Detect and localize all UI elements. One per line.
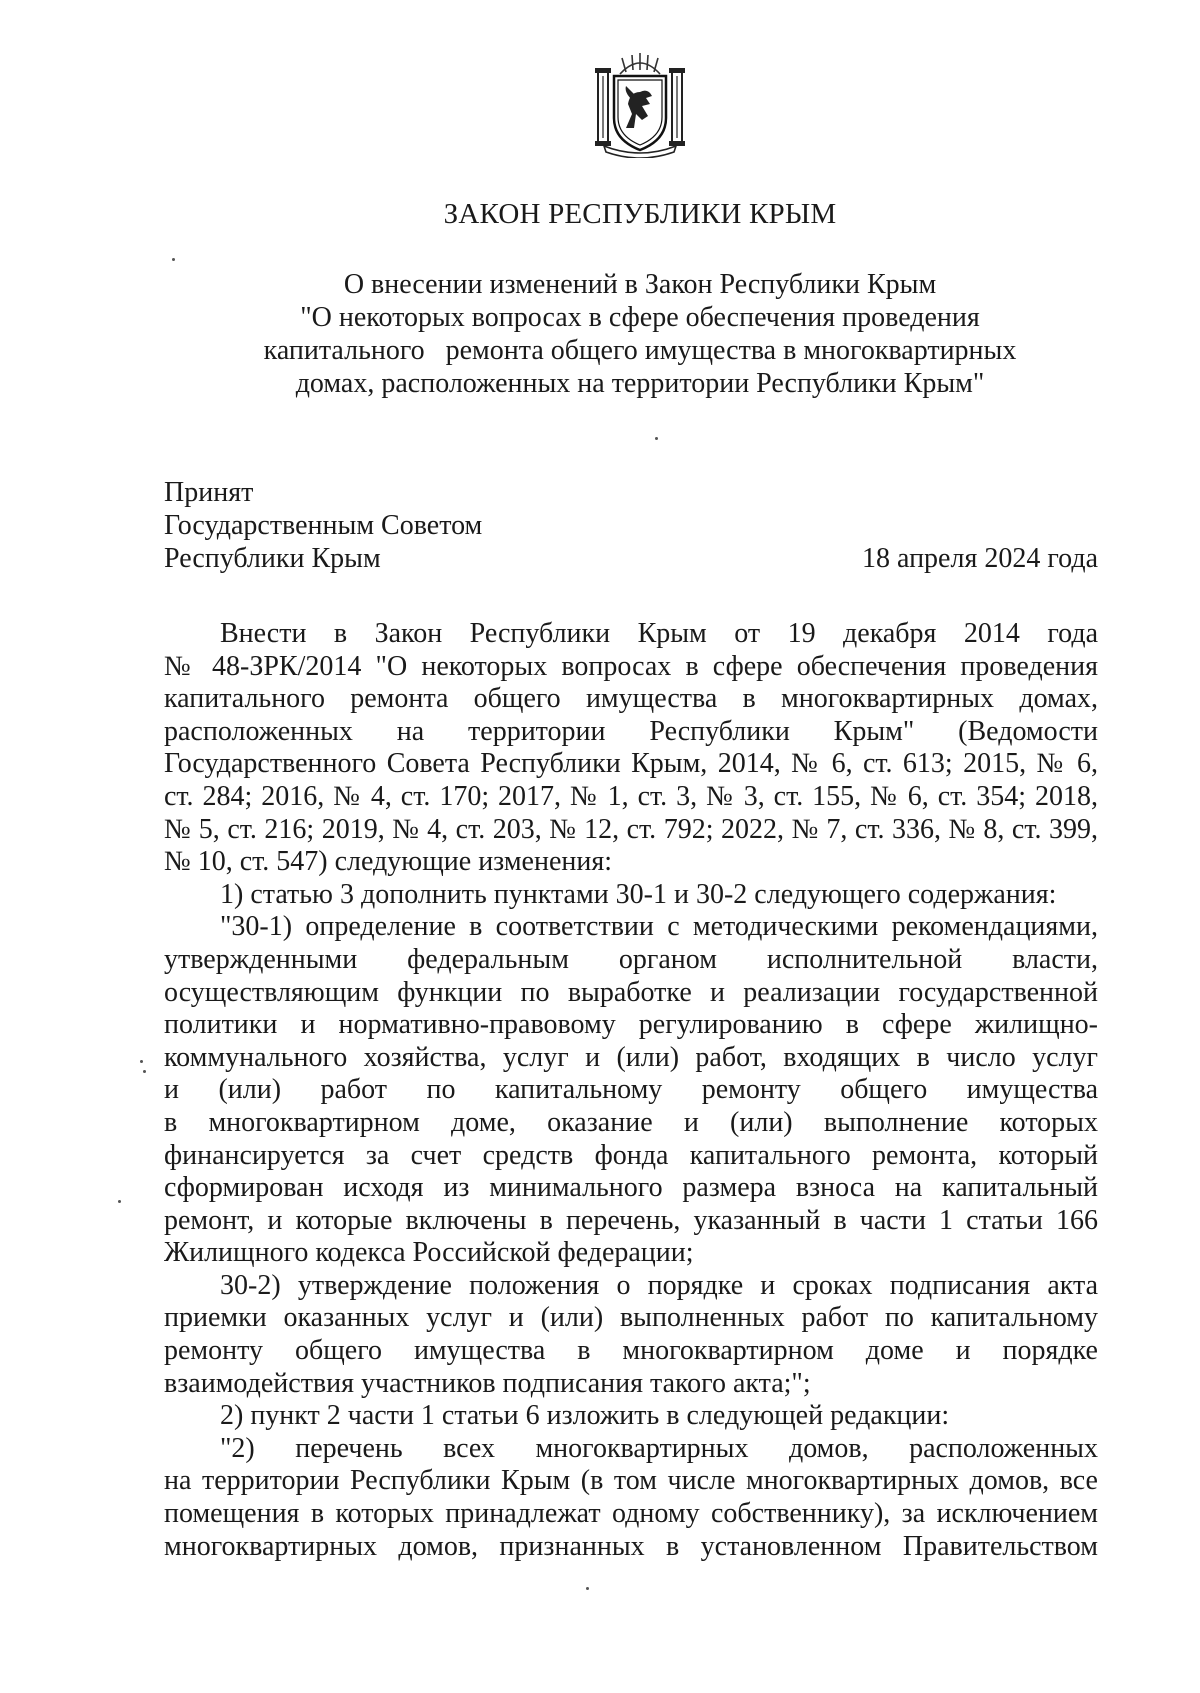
body-line: 1) статью 3 дополнить пунктами 30-1 и 30-2 следующего содержания: bbox=[220, 878, 1057, 910]
adoption-line: Государственным Советом bbox=[164, 510, 483, 541]
body-line: Государственного Совета Республики Крым, 2014, № 6, ст. 613; 2015, № 6, bbox=[164, 748, 1098, 780]
body-line: утвержденными федеральным органом исполнительной власти, bbox=[164, 943, 1098, 975]
law-body bbox=[164, 618, 1098, 1563]
body-line: Внести в Закон Республики Крым от 19 декабря 2014 года bbox=[220, 618, 1098, 649]
body-line: осуществляющим функции по выработке и реализации государственной bbox=[164, 976, 1098, 1008]
body-line: расположенных на территории Республики Крым" (Ведомости bbox=[164, 715, 1098, 747]
body-line: коммунального хозяйства, услуг и (или) работ, входящих в число услуг bbox=[164, 1041, 1098, 1073]
body-line: взаимодействия участников подписания такого акта;"; bbox=[164, 1367, 811, 1399]
law-title: ЗАКОН РЕСПУБЛИКИ КРЫМ bbox=[443, 198, 837, 230]
law-subtitle bbox=[0, 268, 1200, 400]
body-line: ремонт, и которые включены в перечень, указанный в части 1 статьи 166 bbox=[164, 1204, 1098, 1236]
body-line: политики и нормативно-правовому регулированию в сфере жилищно- bbox=[164, 1009, 1098, 1041]
body-line: Жилищного кодекса Российской федерации; bbox=[164, 1237, 694, 1269]
adoption-line: Принят bbox=[164, 477, 254, 508]
subtitle-line: капитального ремонта общего имущества в многоквартирных bbox=[263, 335, 1017, 366]
body-line: ремонту общего имущества в многоквартирном доме и порядке bbox=[164, 1335, 1098, 1367]
body-line: приемки оказанных услуг и (или) выполненных работ по капитальному bbox=[164, 1302, 1098, 1334]
body-line: и (или) работ по капитальному ремонту общего имущества bbox=[164, 1074, 1098, 1106]
adoption-line: Республики Крым bbox=[164, 543, 381, 574]
body-line: "2) перечень всех многоквартирных домов, расположенных bbox=[220, 1432, 1098, 1464]
body-line: № 5, ст. 216; 2019, № 4, ст. 203, № 12, ст. 792; 2022, № 7, ст. 336, № 8, ст. 399, bbox=[164, 813, 1098, 845]
scan-speck bbox=[118, 1200, 121, 1203]
body-line: помещения в которых принадлежат одному собственнику), за исключением bbox=[164, 1498, 1098, 1530]
body-line: ст. 284; 2016, № 4, ст. 170; 2017, № 1, ст. 3, № 3, ст. 155, № 6, ст. 354; 2018, bbox=[164, 780, 1098, 812]
adoption-date: 18 апреля 2024 года bbox=[862, 543, 1098, 574]
subtitle-line: "О некоторых вопросах в сфере обеспечения проведения bbox=[300, 302, 980, 333]
crimea-coat-of-arms-icon bbox=[590, 48, 690, 158]
scan-speck bbox=[586, 1587, 589, 1590]
body-line: многоквартирных домов, признанных в установленном Правительством bbox=[164, 1530, 1098, 1562]
scan-speck bbox=[143, 1070, 146, 1073]
body-line: 2) пункт 2 части 1 статьи 6 изложить в следующей редакции: bbox=[220, 1400, 950, 1432]
scan-speck bbox=[655, 437, 658, 440]
body-line: на территории Республики Крым (в том числе многоквартирных домов, все bbox=[164, 1465, 1098, 1497]
subtitle-line: домах, расположенных на территории Республики Крым" bbox=[295, 368, 985, 399]
body-line: финансируется за счет средств фонда капитального ремонта, который bbox=[164, 1139, 1098, 1171]
body-line: 30-2) утверждение положения о порядке и сроках подписания акта bbox=[220, 1269, 1098, 1301]
body-line: "30-1) определение в соответствии с методическими рекомендациями, bbox=[220, 911, 1098, 943]
scan-speck bbox=[140, 1060, 143, 1063]
subtitle-line: О внесении изменений в Закон Республики Крым bbox=[343, 269, 937, 300]
body-line: сформирован исходя из минимального размера взноса на капитальный bbox=[164, 1172, 1098, 1204]
body-line: в многоквартирном доме, оказание и (или) выполнение которых bbox=[164, 1106, 1098, 1138]
body-line: № 10, ст. 547) следующие изменения: bbox=[164, 846, 613, 878]
body-line: капитального ремонта общего имущества в многоквартирных домах, bbox=[164, 683, 1098, 715]
body-line: № 48-ЗРК/2014 "О некоторых вопросах в сфере обеспечения проведения bbox=[164, 650, 1098, 682]
adoption-block bbox=[164, 476, 482, 575]
scan-speck bbox=[172, 258, 175, 261]
